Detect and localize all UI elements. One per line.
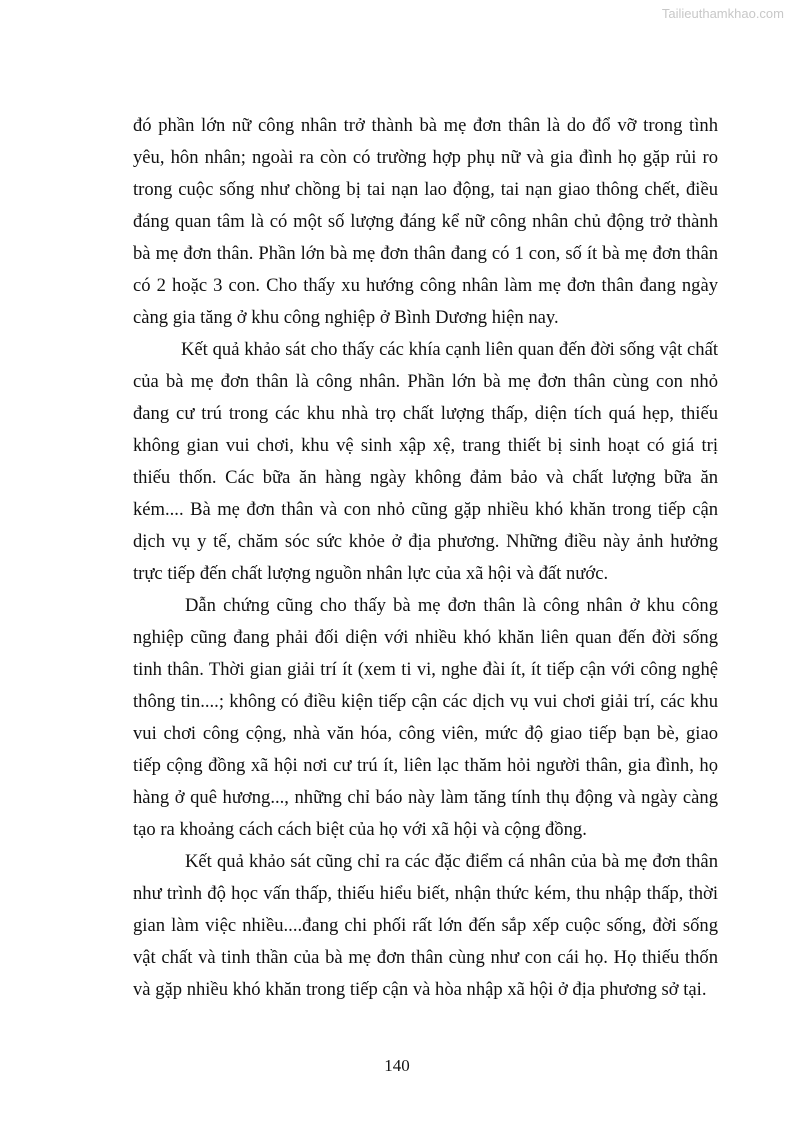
paragraph (133, 590, 718, 846)
text-line: yêu, hôn nhân; ngoài ra còn có trường hợp phụ nữ và gia đình họ gặp rủi ro (133, 147, 718, 168)
watermark: Tailieuthamkhao.com (661, 6, 784, 21)
text-line: thiếu thốn. Các bữa ăn hàng ngày không đảm bảo và chất lượng bữa ăn (133, 467, 718, 488)
document-body (133, 110, 718, 1006)
text-line: và gặp nhiều khó khăn trong tiếp cận và hòa nhập xã hội ở địa phương sở tại. (133, 979, 707, 1000)
text-line: có 2 hoặc 3 con. Cho thấy xu hướng công nhân làm mẹ đơn thân đang ngày (133, 275, 718, 296)
text-line: dịch vụ y tế, chăm sóc sức khỏe ở địa phương. Những điều này ảnh hưởng (133, 531, 718, 552)
text-line: bà mẹ đơn thân. Phần lớn bà mẹ đơn thân đang có 1 con, số ít bà mẹ đơn thân (133, 243, 718, 264)
text-line: nghiệp cũng đang phải đối diện với nhiều khó khăn liên quan đến đời sống (133, 627, 718, 648)
text-line: đáng quan tâm là có một số lượng đáng kể nữ công nhân chủ động trở thành (133, 211, 718, 232)
text-line: Dẫn chứng cũng cho thấy bà mẹ đơn thân là công nhân ở khu công (185, 595, 718, 616)
text-line: Kết quả khảo sát cho thấy các khía cạnh liên quan đến đời sống vật chất (181, 339, 718, 360)
text-line: đang cư trú trong các khu nhà trọ chất lượng thấp, diện tích quá hẹp, thiếu (133, 403, 718, 424)
paragraph (133, 334, 718, 590)
text-line: vật chất và tinh thần của bà mẹ đơn thân cùng như con cái họ. Họ thiếu thốn (133, 947, 718, 968)
paragraph (133, 110, 718, 334)
text-line: đó phần lớn nữ công nhân trở thành bà mẹ đơn thân là do đổ vỡ trong tình (133, 115, 718, 136)
text-line: tiếp cộng đồng xã hội nơi cư trú ít, liên lạc thăm hỏi người thân, gia đình, họ (133, 755, 718, 776)
text-line: như trình độ học vấn thấp, thiếu hiểu biết, nhận thức kém, thu nhập thấp, thời (133, 883, 718, 904)
text-line: Kết quả khảo sát cũng chỉ ra các đặc điểm cá nhân của bà mẹ đơn thân (185, 851, 718, 872)
text-line: không gian vui chơi, khu vệ sinh xập xệ, trang thiết bị sinh hoạt có giá trị (133, 435, 718, 456)
paragraph (133, 846, 718, 1006)
text-line: vui chơi công cộng, nhà văn hóa, công viên, mức độ giao tiếp bạn bè, giao (133, 723, 718, 744)
text-line: càng gia tăng ở khu công nghiệp ở Bình Dương hiện nay. (133, 307, 559, 328)
text-line: trực tiếp đến chất lượng nguồn nhân lực của xã hội và đất nước. (133, 563, 609, 584)
page-number: 140 (384, 1056, 410, 1075)
text-line: trong cuộc sống như chồng bị tai nạn lao động, tai nạn giao thông chết, điều (133, 179, 718, 200)
text-line: thông tin....; không có điều kiện tiếp cận các dịch vụ vui chơi giải trí, các khu (133, 691, 718, 712)
text-line: của bà mẹ đơn thân là công nhân. Phần lớn bà mẹ đơn thân cùng con nhỏ (133, 371, 718, 392)
text-line: tạo ra khoảng cách cách biệt của họ với xã hội và cộng đồng. (133, 819, 587, 840)
text-line: hàng ở quê hương..., những chỉ báo này làm tăng tính thụ động và ngày càng (133, 787, 718, 808)
text-line: gian làm việc nhiều....đang chi phối rất lớn đến sắp xếp cuộc sống, đời sống (133, 915, 718, 936)
text-line: kém.... Bà mẹ đơn thân và con nhỏ cũng gặp nhiều khó khăn trong tiếp cận (133, 499, 718, 520)
text-line: tinh thân. Thời gian giải trí ít (xem ti vi, nghe đài ít, ít tiếp cận với công nghệ (133, 659, 718, 680)
